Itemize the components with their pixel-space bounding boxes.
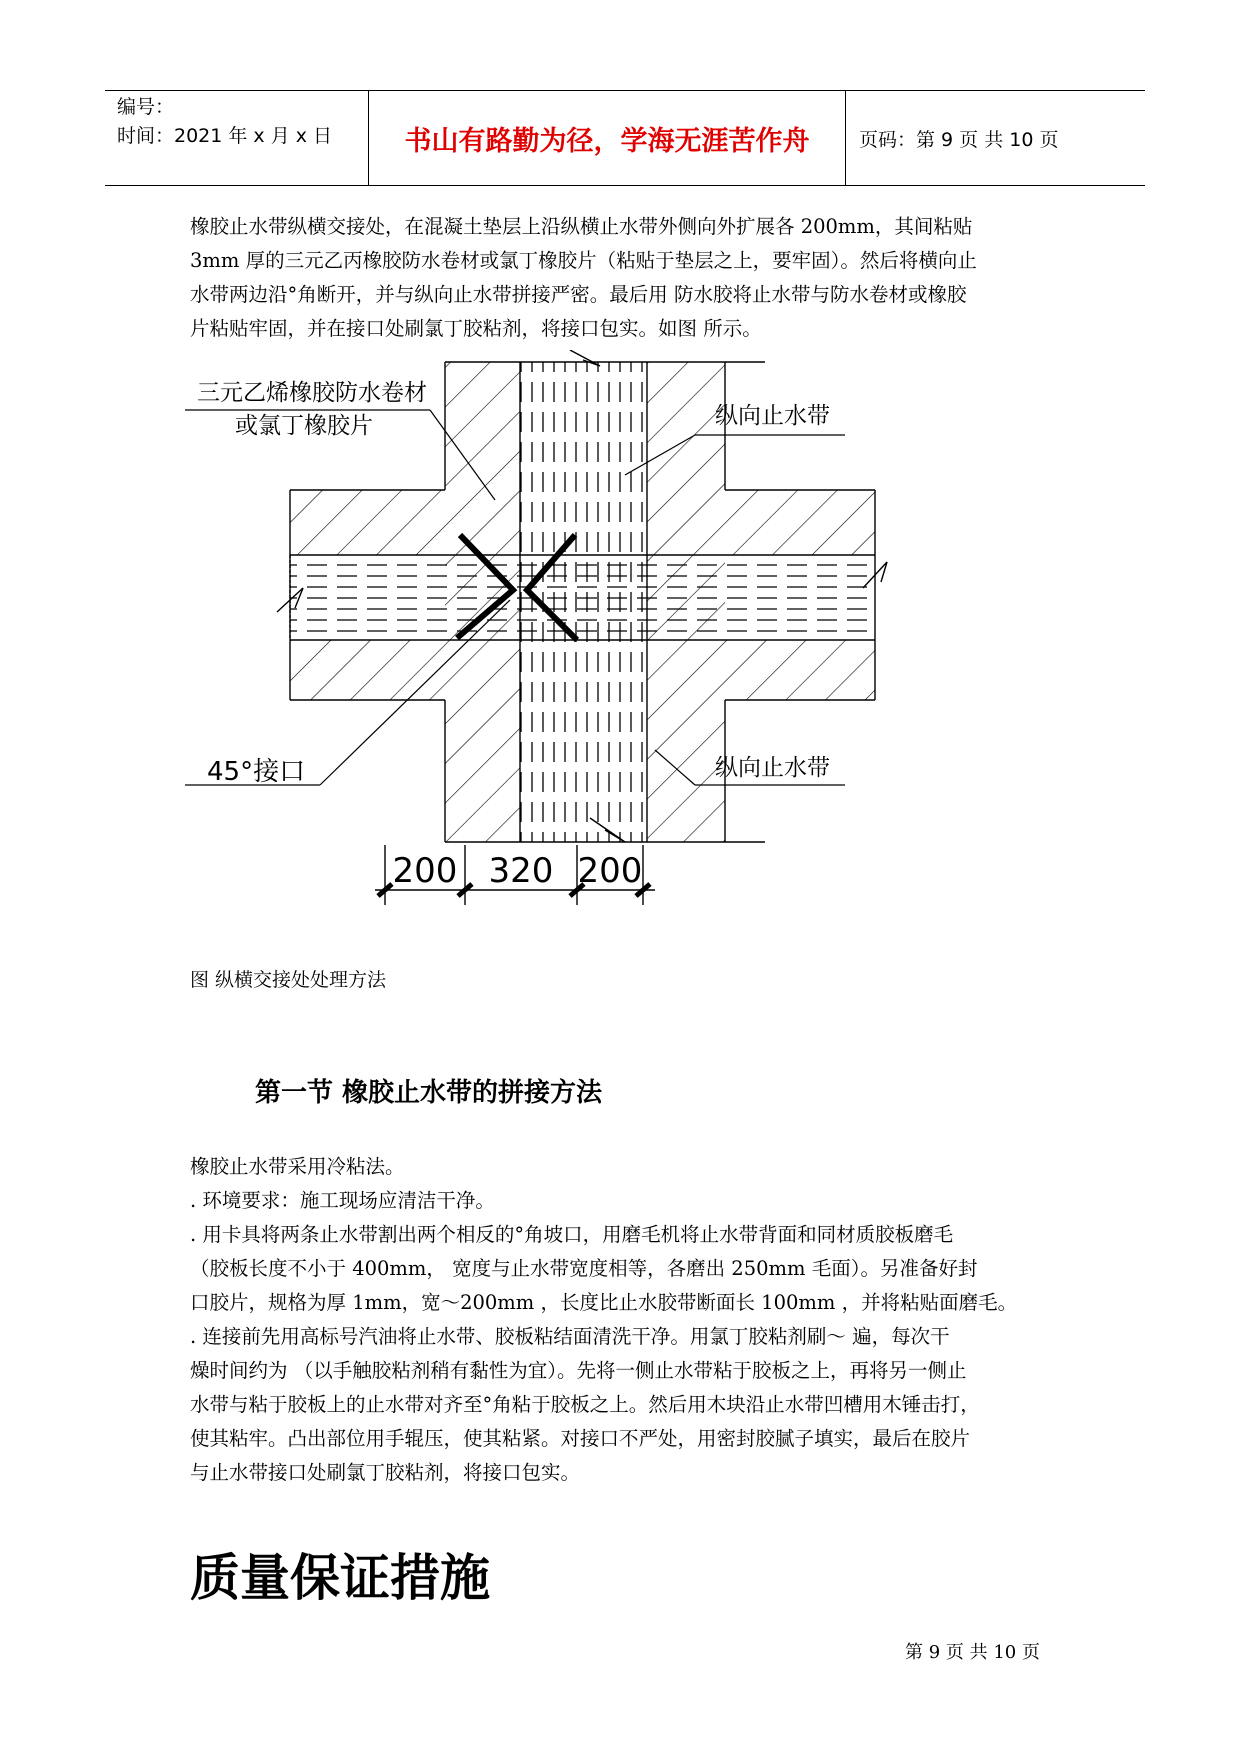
header-motto: 书山有路勤为径，学海无涯苦作舟	[368, 91, 846, 185]
chapter-heading: 质量保证措施	[190, 1549, 490, 1607]
section-line: 使其粘牢。凸出部位用手辊压，使其粘紧。对接口不严处，用密封胶腻子填实，最后在胶片	[190, 1427, 971, 1450]
document-time-label: 时间：2021 年 x 月 x 日	[117, 125, 333, 147]
dimension-label-right: 200	[577, 851, 643, 891]
label-longitudinal-waterstop-bottom: 纵向止水带	[715, 755, 830, 781]
label-rubber-membrane: 三元乙烯橡胶防水卷材	[197, 380, 427, 406]
section-line: . 环境要求：施工现场应清洁干净。	[190, 1189, 495, 1212]
dimension-label-middle: 320	[488, 851, 554, 891]
intro-paragraph	[190, 210, 1070, 346]
section-line: . 连接前先用高标号汽油将止水带、胶板粘结面清洗干净。用氯丁胶粘剂刷～ 遍，每次干	[190, 1325, 950, 1348]
figure-caption: 图 纵横交接处处理方法	[190, 969, 387, 991]
section-line: 橡胶止水带采用冷粘法。	[190, 1155, 405, 1178]
section-line: 与止水带接口处刷氯丁胶粘剂，将接口包实。	[190, 1461, 581, 1484]
label-neoprene-sheet: 或氯丁橡胶片	[235, 413, 373, 439]
section-paragraph	[190, 1150, 1070, 1490]
section-line: （胶板长度不小于 400mm， 宽度与止水带宽度相等，各磨出 250mm 毛面）。另准备好封	[190, 1257, 978, 1280]
section-heading: 第一节 橡胶止水带的拼接方法	[255, 1078, 603, 1108]
joint-detail-drawing	[185, 350, 965, 960]
section-line: . 用卡具将两条止水带割出两个相反的°角坡口，用磨毛机将止水带背面和同材质胶板磨毛	[190, 1223, 954, 1246]
document-number-label: 编号：	[117, 96, 175, 118]
label-longitudinal-waterstop-top: 纵向止水带	[715, 403, 830, 429]
section-line: 水带与粘于胶板上的止水带对齐至°角粘于胶板之上。然后用木块沿止水带凹槽用木锤击打，	[190, 1393, 980, 1416]
section-line: 燥时间约为 （以手触胶粘剂稍有黏性为宜）。先将一侧止水带粘于胶板之上，再将另一侧止	[190, 1359, 967, 1382]
header-page-number: 页码：第 9 页 共 10 页	[859, 128, 1059, 151]
section-line: 口胶片，规格为厚 1mm，宽～200mm ，长度比止水胶带断面长 100mm ，并将粘贴面磨毛。	[190, 1291, 1018, 1314]
header-meta	[117, 91, 367, 187]
page-header	[105, 90, 1145, 186]
dimension-label-left: 200	[392, 851, 458, 891]
intro-line: 片粘贴牢固，并在接口处刷氯丁胶粘剂，将接口包实。如图 所示。	[190, 317, 762, 340]
intro-line: 水带两边沿°角断开，并与纵向止水带拼接严密。最后用 防水胶将止水带与防水卷材或橡胶	[190, 283, 967, 306]
intro-line: 橡胶止水带纵横交接处，在混凝土垫层上沿纵横止水带外侧向外扩展各 200mm，其间粘贴	[190, 215, 973, 238]
intro-line: 3mm 厚的三元乙丙橡胶防水卷材或氯丁橡胶片（粘贴于垫层之上，要牢固）。然后将横向止	[190, 249, 977, 272]
page-footer: 第 9 页 共 10 页	[905, 1642, 1040, 1663]
label-45-joint: 45°接口	[207, 757, 306, 787]
